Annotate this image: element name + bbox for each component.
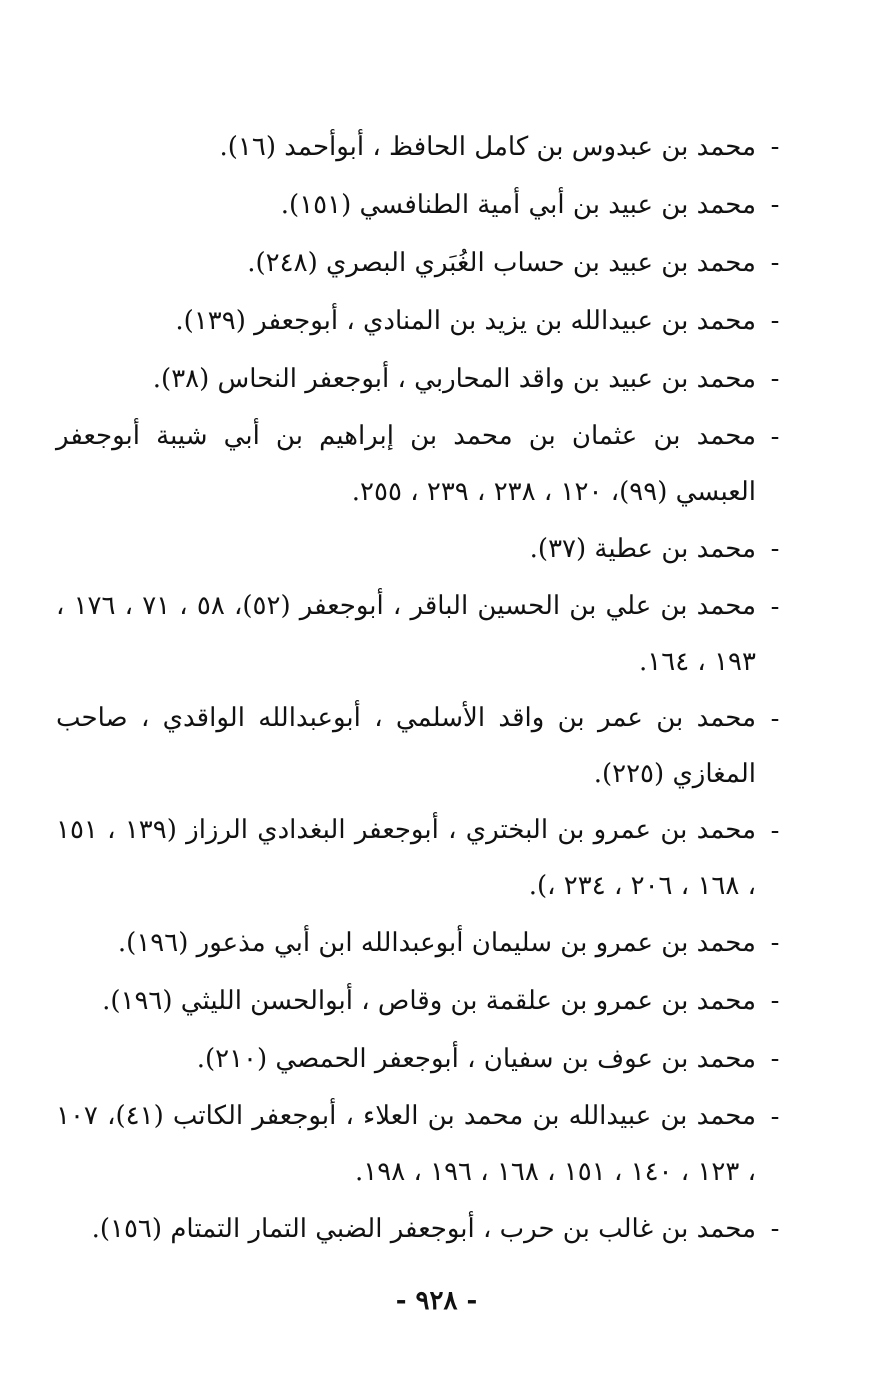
entry-text: محمد بن عبيد بن حساب الغُبَري البصري (٢٤٨). [247,248,756,278]
entry-dash: - [770,986,780,1016]
index-entry [56,1030,786,1088]
entry-dash: - [770,928,780,958]
entry-dash: - [770,1102,780,1132]
entry-dash: - [770,248,780,278]
index-entry [56,972,786,1030]
index-entry [56,802,786,914]
entry-text: محمد بن عمر بن واقد الأسلمي ، أبوعبدالله الواقدي ، صاحب المغازي (٢٢٥). [56,703,756,789]
index-entries [56,118,786,1258]
entry-dash: - [770,704,780,734]
entry-dash: - [770,816,780,846]
index-entry [56,914,786,972]
entry-text: محمد بن عبيد بن أبي أمية الطنافسي (١٥١). [280,190,756,220]
entry-text: محمد بن عبيدالله بن محمد بن العلاء ، أبوجعفر الكاتب (٤١)، ١٠٧ ، ١٢٣ ، ١٤٠ ، ١٥١ ، ١٦٨ ، ١٩٦ ، ١٩٨. [56,1101,756,1187]
entry-text: محمد بن عمرو بن البختري ، أبوجعفر البغدادي الرزاز (١٣٩ ، ١٥١ ، ١٦٨ ، ٢٠٦ ، ٢٣٤ ،). [56,815,756,901]
entry-text: محمد بن عثمان بن محمد بن إبراهيم بن أبي شيبة أبوجعفر العبسي (٩٩)، ١٢٠ ، ٢٣٨ ، ٢٣٩ ، ٢٥٥. [56,421,756,507]
entry-dash: - [770,190,780,220]
index-entry [56,1088,786,1200]
page-number: - ٩٢٨ - [395,1286,478,1316]
entry-text: محمد بن عمرو بن سليمان أبوعبدالله ابن أبي مذعور (١٩٦). [117,928,756,958]
entry-dash: - [770,592,780,622]
index-entry [56,408,786,520]
entry-text: محمد بن عمرو بن علقمة بن وقاص ، أبوالحسن الليثي (١٩٦). [102,986,756,1016]
entry-dash: - [770,1214,780,1244]
entry-text: محمد بن علي بن الحسين الباقر ، أبوجعفر (٥٢)، ٥٨ ، ٧١ ، ١٧٦ ، ١٩٣ ، ١٦٤. [56,591,757,677]
entry-text: محمد بن غالب بن حرب ، أبوجعفر الضبي التمار التمتام (١٥٦). [91,1214,756,1244]
entry-dash: - [770,364,780,394]
entry-dash: - [770,534,780,564]
entry-text: محمد بن عطية (٣٧). [529,534,756,564]
entry-dash: - [770,422,780,452]
index-entry [56,350,786,408]
index-entry [56,520,786,578]
entry-text: محمد بن عبيدالله بن يزيد بن المنادي ، أبوجعفر (١٣٩). [175,306,756,336]
entry-dash: - [770,132,780,162]
entry-dash: - [770,1044,780,1074]
entry-text: محمد بن عبدوس بن كامل الحافظ ، أبوأحمد (١٦). [219,132,756,162]
index-entry [56,578,786,690]
entry-text: محمد بن عبيد بن واقد المحاربي ، أبوجعفر النحاس (٣٨). [152,364,756,394]
entry-text: محمد بن عوف بن سفيان ، أبوجعفر الحمصي (٢١٠). [196,1044,756,1074]
index-entry [56,292,786,350]
index-entry [56,1200,786,1258]
index-entry [56,690,786,802]
index-entry [56,234,786,292]
index-entry [56,118,786,176]
index-entry [56,176,786,234]
entry-dash: - [770,306,780,336]
